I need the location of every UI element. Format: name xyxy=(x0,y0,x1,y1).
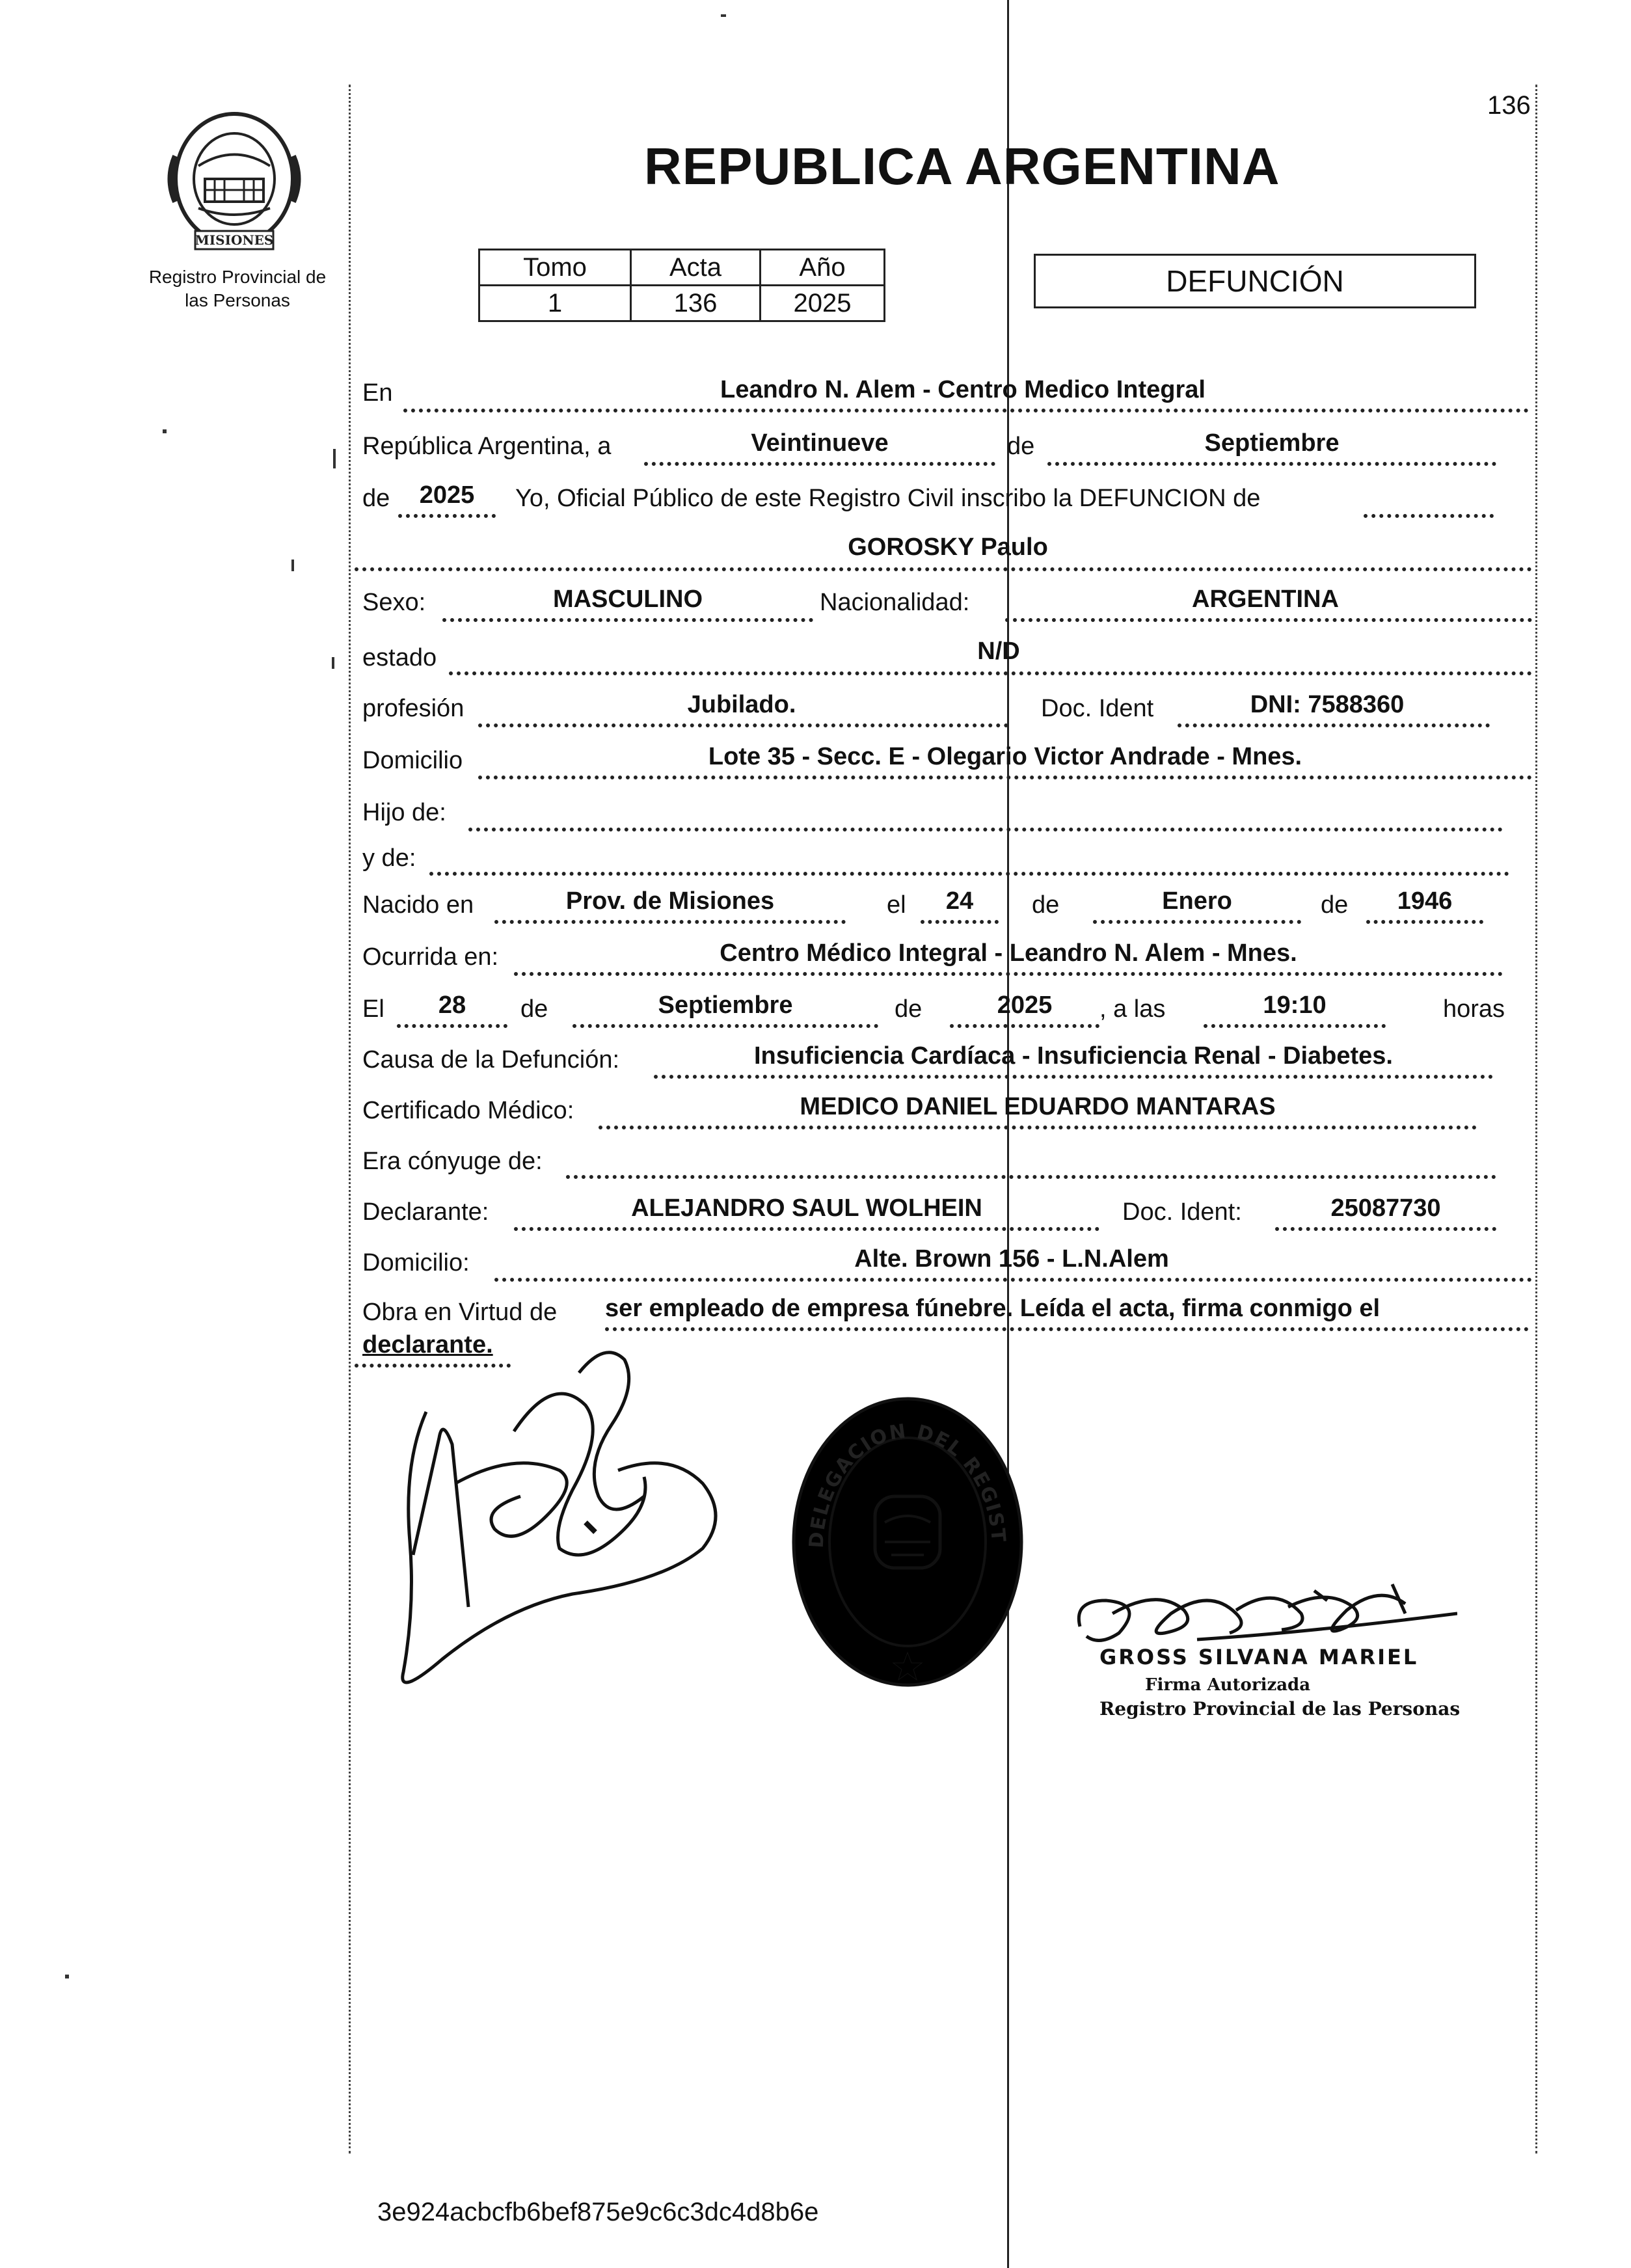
name-dots xyxy=(355,567,1532,571)
conyuge-label: Era cónyuge de: xyxy=(362,1148,543,1175)
nacionalidad-label: Nacionalidad: xyxy=(820,589,970,616)
death-month: Septiembre xyxy=(658,992,793,1019)
sexo-dots xyxy=(442,618,813,622)
obra-text-2: declarante. xyxy=(362,1331,493,1358)
sexo-value: MASCULINO xyxy=(552,586,703,613)
certificado-label: Certificado Médico: xyxy=(362,1097,574,1124)
mark-4 xyxy=(291,560,294,571)
estado-dots xyxy=(449,671,1532,675)
left-margin-line xyxy=(349,85,351,2153)
death-day: 28 xyxy=(438,992,466,1019)
domicilio-label: Domicilio xyxy=(362,747,463,774)
ocurrida-label: Ocurrida en: xyxy=(362,943,499,971)
anio-header: Año xyxy=(761,250,885,286)
document-hash: 3e924acbcfb6bef875e9c6c3dc4d8b6e xyxy=(377,2198,819,2226)
decl-doc-value: 25087730 xyxy=(1330,1195,1441,1222)
intro-dots xyxy=(1364,514,1494,518)
doc-label: Doc. Ident xyxy=(1041,695,1154,722)
yde-label: y de: xyxy=(362,844,416,872)
nacido-en-value: Prov. de Misiones xyxy=(565,887,775,915)
day-words: Veintinueve xyxy=(751,429,889,457)
alas-label: , a las xyxy=(1099,995,1166,1023)
republica-label: República Argentina, a xyxy=(362,433,612,460)
profesion-label: profesión xyxy=(362,695,465,722)
officer-org: Registro Provincial de las Personas xyxy=(1099,1698,1461,1720)
mark-2 xyxy=(163,429,167,433)
declarante-dots xyxy=(514,1227,1099,1231)
death-de-label: de xyxy=(520,995,548,1023)
tomo-header: Tomo xyxy=(479,250,631,286)
declarant-signature xyxy=(364,1334,729,1698)
horas-label: horas xyxy=(1443,995,1505,1023)
sexo-label: Sexo: xyxy=(362,589,426,616)
doc-dots xyxy=(1178,723,1490,727)
domicilio-value: Lote 35 - Secc. E - Olegario Victor Andrade - Mnes. xyxy=(708,743,1302,770)
decl-doc-label: Doc. Ident: xyxy=(1122,1198,1242,1226)
intro-text: Yo, Oficial Público de este Registro Civil inscribo la DEFUNCION de xyxy=(515,485,1261,512)
nacionalidad-value: ARGENTINA xyxy=(1192,586,1339,613)
causa-dots xyxy=(654,1075,1493,1079)
page-title: REPUBLICA ARGENTINA xyxy=(644,137,1280,195)
decl-domicilio-dots xyxy=(494,1278,1532,1282)
en-dots xyxy=(403,409,1529,412)
anio-value: 2025 xyxy=(761,286,885,321)
seal-text: DELEGACION DEL REGIST xyxy=(805,1420,1010,1549)
tomo-value: 1 xyxy=(479,286,631,321)
de-year-label: de xyxy=(362,485,390,512)
death-time-dots xyxy=(1204,1024,1386,1028)
birth-de-label: de xyxy=(1032,891,1060,919)
certificado-value: MEDICO DANIEL EDUARDO MANTARAS xyxy=(800,1093,1276,1120)
profesion-value: Jubilado. xyxy=(687,691,796,718)
profesion-dots xyxy=(478,723,1008,727)
doc-value: DNI: 7588360 xyxy=(1250,691,1405,718)
birth-year: 1946 xyxy=(1397,887,1453,915)
birth-year-dots xyxy=(1366,920,1483,924)
nacido-label: Nacido en xyxy=(362,891,474,919)
estado-value: N/D xyxy=(977,638,1020,665)
birth-day: 24 xyxy=(945,887,974,915)
conyuge-dots xyxy=(566,1175,1496,1179)
registry-name-line1: Registro Provincial de xyxy=(148,267,327,287)
declarante-label: Declarante: xyxy=(362,1198,489,1226)
mark-3 xyxy=(333,449,336,468)
death-year-dots xyxy=(950,1024,1099,1028)
act-type: DEFUNCIÓN xyxy=(1166,264,1344,298)
page-number: 136 xyxy=(1487,91,1531,120)
officer-name: GROSS SILVANA MARIEL xyxy=(1099,1645,1419,1669)
registry-name-line2: las Personas xyxy=(185,290,290,310)
province-logo xyxy=(159,104,309,254)
mark-1 xyxy=(721,14,726,17)
en-value: Leandro N. Alem - Centro Medico Integral xyxy=(720,376,1206,403)
mark-6 xyxy=(65,1975,69,1978)
obra-dots-1 xyxy=(605,1327,1529,1331)
yde-dots xyxy=(429,872,1509,876)
deceased-name: GOROSKY Paulo xyxy=(848,533,1048,561)
causa-value: Insuficiencia Cardíaca - Insuficiencia Renal - Diabetes. xyxy=(753,1042,1393,1070)
officer-role: Firma Autorizada xyxy=(1145,1675,1311,1695)
domicilio-dots xyxy=(478,776,1532,779)
obra-text-1: ser empleado de empresa fúnebre. Leída el acta, firma conmigo el xyxy=(605,1295,1381,1322)
birth-month: Enero xyxy=(1162,887,1232,915)
day-dots xyxy=(644,462,995,466)
birth-day-dots xyxy=(921,920,999,924)
official-seal xyxy=(784,1392,1031,1692)
decl-doc-dots xyxy=(1275,1227,1496,1231)
month: Septiembre xyxy=(1204,429,1340,457)
de-label: de xyxy=(1007,433,1035,460)
ocurrida-value: Centro Médico Integral - Leandro N. Alem - Mnes. xyxy=(720,939,1297,967)
right-margin-line xyxy=(1535,85,1537,2153)
el-label: el xyxy=(887,891,906,919)
death-day-dots xyxy=(397,1024,507,1028)
decl-domicilio-value: Alte. Brown 156 - L.N.Alem xyxy=(854,1245,1169,1273)
death-de-label-2: de xyxy=(895,995,923,1023)
mark-5 xyxy=(332,657,334,669)
obra-label: Obra en Virtud de xyxy=(362,1299,558,1326)
death-time: 19:10 xyxy=(1263,992,1327,1019)
year: 2025 xyxy=(419,481,475,509)
en-label: En xyxy=(362,379,393,407)
scan-fold-line xyxy=(1007,0,1009,2268)
nacido-dots xyxy=(494,920,846,924)
svg-text:MISIONES: MISIONES xyxy=(195,232,274,248)
record-table xyxy=(478,249,885,322)
year-dots xyxy=(398,514,496,518)
acta-value: 136 xyxy=(631,286,761,321)
estado-label: estado xyxy=(362,644,437,671)
nacionalidad-dots xyxy=(1005,618,1532,622)
birth-month-dots xyxy=(1093,920,1301,924)
hijo-dots xyxy=(468,828,1503,831)
decl-domicilio-label: Domicilio: xyxy=(362,1249,470,1276)
month-dots xyxy=(1047,462,1496,466)
death-year: 2025 xyxy=(997,992,1053,1019)
causa-label: Causa de la Defunción: xyxy=(362,1046,620,1073)
hijo-label: Hijo de: xyxy=(362,799,446,826)
certificado-dots xyxy=(599,1126,1477,1129)
act-type-box xyxy=(1034,254,1476,308)
birth-de-label-2: de xyxy=(1321,891,1349,919)
declarante-value: ALEJANDRO SAUL WOLHEIN xyxy=(631,1195,982,1222)
death-el-label: El xyxy=(362,995,384,1023)
acta-header: Acta xyxy=(631,250,761,286)
death-month-dots xyxy=(573,1024,878,1028)
ocurrida-dots xyxy=(514,972,1503,976)
